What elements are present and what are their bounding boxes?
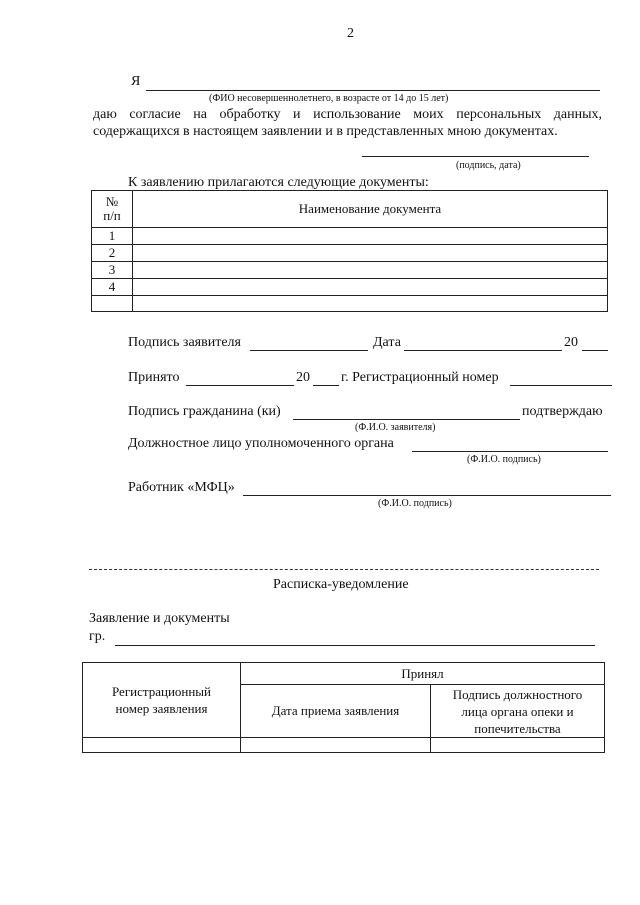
consent-line-1: даю согласие на обработку и использование моих персональных данных, bbox=[93, 107, 602, 122]
applicant-sign-label: Подпись заявителя bbox=[128, 335, 241, 350]
accepted-suffix: г. Регистрационный номер bbox=[341, 370, 499, 385]
table-row bbox=[83, 738, 605, 753]
confirm-label: подтверждаю bbox=[522, 404, 603, 419]
row-num: 2 bbox=[92, 245, 133, 262]
table-row bbox=[92, 296, 608, 312]
row-num: 1 bbox=[92, 228, 133, 245]
receipt-date-cell[interactable] bbox=[241, 738, 431, 753]
citizen-sign-line[interactable] bbox=[293, 419, 520, 420]
receipt-header-row bbox=[83, 663, 605, 685]
col-name-header: Наименование документа bbox=[133, 191, 608, 228]
receipt-gr-line[interactable] bbox=[115, 645, 595, 646]
document-name-cell[interactable] bbox=[133, 279, 608, 296]
year-line[interactable] bbox=[582, 350, 608, 351]
table-row bbox=[92, 228, 608, 245]
documents-intro: К заявлению прилагаются следующие документы: bbox=[128, 175, 429, 190]
table-row bbox=[92, 279, 608, 296]
accepted-year-line[interactable] bbox=[313, 385, 339, 386]
document-name-cell[interactable] bbox=[133, 262, 608, 279]
receipt-table bbox=[82, 662, 605, 753]
citizen-sign-label: Подпись гражданина (ки) bbox=[128, 404, 281, 419]
fio-caption: (ФИО несовершеннолетнего, в возрасте от 14 до 15 лет) bbox=[209, 93, 449, 104]
receipt-gr-label: гр. bbox=[89, 629, 106, 644]
col-num-header-2: п/п bbox=[103, 208, 121, 223]
document-name-cell[interactable] bbox=[133, 228, 608, 245]
mfc-line[interactable] bbox=[243, 495, 611, 496]
col-date-header: Дата приема заявления bbox=[241, 685, 431, 738]
reg-number-cell[interactable] bbox=[83, 738, 241, 753]
document-name-cell[interactable] bbox=[133, 296, 608, 312]
row-num: 3 bbox=[92, 262, 133, 279]
mfc-caption: (Ф.И.О. подпись) bbox=[378, 498, 452, 509]
table-row bbox=[92, 245, 608, 262]
page-number: 2 bbox=[347, 26, 354, 41]
receipt-title: Расписка-уведомление bbox=[273, 577, 409, 592]
accepted-label: Принято bbox=[128, 370, 180, 385]
table-row bbox=[92, 262, 608, 279]
col-num-header-1: № bbox=[105, 194, 119, 209]
col-reg-header-1: Регистрационный bbox=[111, 684, 212, 699]
col-sign-header bbox=[431, 685, 605, 738]
official-caption: (Ф.И.О. подпись) bbox=[467, 454, 541, 465]
date-label: Дата bbox=[373, 335, 401, 350]
consent-line-2: содержащихся в настоящем заявлении и в представленных мною документах. bbox=[93, 124, 558, 139]
row-num bbox=[92, 296, 133, 312]
col-num-header bbox=[92, 191, 133, 228]
col-sign-header-1: Подпись должностного bbox=[452, 686, 583, 702]
official-sign-cell[interactable] bbox=[431, 738, 605, 753]
documents-header-row bbox=[92, 191, 608, 228]
col-sign-header-2: лица органа опеки и bbox=[461, 703, 574, 719]
row-num: 4 bbox=[92, 279, 133, 296]
consent-sign-caption: (подпись, дата) bbox=[456, 160, 521, 171]
registration-number-line[interactable] bbox=[510, 385, 612, 386]
citizen-caption: (Ф.И.О. заявителя) bbox=[355, 422, 436, 433]
document-name-cell[interactable] bbox=[133, 245, 608, 262]
col-sign-header-3: попечительства bbox=[474, 720, 561, 736]
ya-label: Я bbox=[131, 74, 141, 89]
official-label: Должностное лицо уполномоченного органа bbox=[128, 436, 394, 451]
receipt-docs-label: Заявление и документы bbox=[89, 611, 230, 626]
year-prefix: 20 bbox=[564, 335, 578, 350]
date-line[interactable] bbox=[404, 350, 562, 351]
documents-table bbox=[91, 190, 608, 312]
cut-line bbox=[89, 569, 599, 570]
official-line[interactable] bbox=[412, 451, 608, 452]
col-reg-header bbox=[83, 663, 241, 738]
accepted-year: 20 bbox=[296, 370, 310, 385]
col-reg-header-2: номер заявления bbox=[115, 701, 208, 716]
applicant-sign-line[interactable] bbox=[250, 350, 368, 351]
consent-sign-line[interactable] bbox=[362, 156, 589, 157]
fio-line[interactable] bbox=[146, 90, 600, 91]
col-accepted-header: Принял bbox=[241, 663, 605, 685]
mfc-label: Работник «МФЦ» bbox=[128, 480, 235, 495]
accepted-date-line[interactable] bbox=[186, 385, 294, 386]
